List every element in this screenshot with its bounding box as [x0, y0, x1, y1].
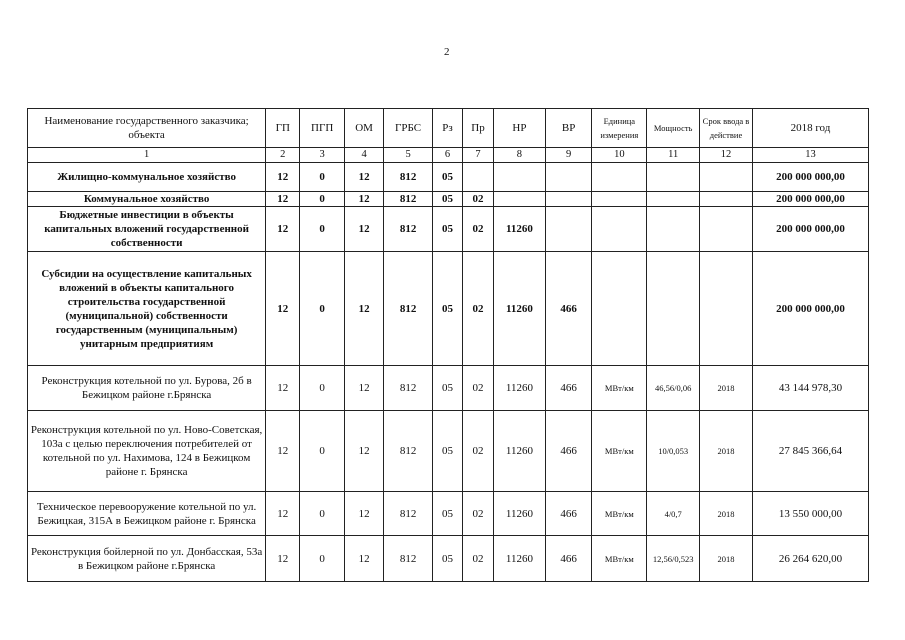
- cell-amount-2018: 200 000 000,00: [752, 207, 868, 252]
- cell-commissioning: [700, 252, 753, 366]
- cell-grbs: 812: [384, 192, 433, 207]
- header-nr: НР: [494, 109, 546, 148]
- cell-grbs: 812: [384, 536, 433, 582]
- cell-pr: [462, 163, 493, 192]
- column-number: 6: [432, 148, 462, 163]
- row-name: Субсидии на осуществление капитальных вложений в объекты капитального строительства государственной (муниципальной) собственности государственным (муниципальным) унитарным предприятиям: [28, 252, 266, 366]
- row-name: Реконструкция котельной по ул. Бурова, 2б в Бежицком районе г.Брянска: [28, 366, 266, 411]
- row-name: Техническое перевооружение котельной по ул. Бежицкая, 315А в Бежицком районе г. Брянска: [28, 492, 266, 536]
- cell-grbs: 812: [384, 411, 433, 492]
- cell-nr: 11260: [494, 536, 546, 582]
- cell-pgp: 0: [300, 163, 345, 192]
- cell-commissioning: 2018: [700, 411, 753, 492]
- cell-commissioning: [700, 192, 753, 207]
- cell-vr: 466: [545, 411, 592, 492]
- cell-pr: 02: [462, 411, 493, 492]
- cell-rz: 05: [432, 252, 462, 366]
- header-year-2018: 2018 год: [752, 109, 868, 148]
- cell-gp: 12: [266, 252, 300, 366]
- column-number: 2: [266, 148, 300, 163]
- cell-capacity: 12,56/0,523: [647, 536, 700, 582]
- cell-capacity: 46,56/0,06: [647, 366, 700, 411]
- column-number: 12: [700, 148, 753, 163]
- header-pr: Пр: [462, 109, 493, 148]
- cell-capacity: [647, 252, 700, 366]
- cell-om: 12: [344, 366, 383, 411]
- cell-commissioning: 2018: [700, 492, 753, 536]
- header-pgp: ПГП: [300, 109, 345, 148]
- header-name: Наименование государственного заказчика; объекта: [28, 109, 266, 148]
- cell-pr: 02: [462, 366, 493, 411]
- cell-gp: 12: [266, 411, 300, 492]
- cell-pgp: 0: [300, 252, 345, 366]
- cell-unit: [592, 163, 647, 192]
- cell-amount-2018: 27 845 366,64: [752, 411, 868, 492]
- cell-pgp: 0: [300, 492, 345, 536]
- cell-rz: 05: [432, 207, 462, 252]
- cell-rz: 05: [432, 163, 462, 192]
- cell-rz: 05: [432, 411, 462, 492]
- cell-capacity: 10/0,053: [647, 411, 700, 492]
- cell-nr: 11260: [494, 252, 546, 366]
- table-row: [28, 163, 869, 192]
- cell-vr: [545, 163, 592, 192]
- cell-grbs: 812: [384, 163, 433, 192]
- cell-amount-2018: 200 000 000,00: [752, 192, 868, 207]
- cell-grbs: 812: [384, 207, 433, 252]
- row-name: Реконструкция котельной по ул. Ново-Советская, 103а с целью переключения потребителей от котельной по ул. Нахимова, 124 в Бежицком районе г. Брянска: [28, 411, 266, 492]
- column-number: 10: [592, 148, 647, 163]
- cell-vr: 466: [545, 492, 592, 536]
- cell-unit: МВт/км: [592, 492, 647, 536]
- header-row: [28, 109, 869, 148]
- cell-pr: 02: [462, 252, 493, 366]
- cell-pgp: 0: [300, 366, 345, 411]
- cell-pgp: 0: [300, 411, 345, 492]
- cell-commissioning: [700, 163, 753, 192]
- column-number: 9: [545, 148, 592, 163]
- cell-om: 12: [344, 411, 383, 492]
- cell-rz: 05: [432, 536, 462, 582]
- cell-grbs: 812: [384, 492, 433, 536]
- header-commissioning: Срок ввода в действие: [700, 109, 753, 148]
- table-row: [28, 366, 869, 411]
- cell-pr: 02: [462, 207, 493, 252]
- column-number: 7: [462, 148, 493, 163]
- cell-vr: 466: [545, 536, 592, 582]
- header-vr: ВР: [545, 109, 592, 148]
- table-row: [28, 536, 869, 582]
- cell-gp: 12: [266, 492, 300, 536]
- cell-nr: 11260: [494, 207, 546, 252]
- header-unit: Единица измерения: [592, 109, 647, 148]
- cell-rz: 05: [432, 492, 462, 536]
- page-number: 2: [444, 46, 450, 58]
- column-number-row: [28, 148, 869, 163]
- cell-grbs: 812: [384, 366, 433, 411]
- row-name: Бюджетные инвестиции в объекты капитальных вложений государственной собственности: [28, 207, 266, 252]
- budget-table: [27, 108, 869, 582]
- cell-commissioning: 2018: [700, 536, 753, 582]
- cell-unit: МВт/км: [592, 536, 647, 582]
- cell-commissioning: [700, 207, 753, 252]
- column-number: 13: [752, 148, 868, 163]
- cell-nr: 11260: [494, 366, 546, 411]
- table-row: [28, 492, 869, 536]
- table-row: [28, 252, 869, 366]
- cell-vr: 466: [545, 366, 592, 411]
- cell-gp: 12: [266, 192, 300, 207]
- cell-nr: [494, 163, 546, 192]
- header-capacity: Мощность: [647, 109, 700, 148]
- cell-pr: 02: [462, 492, 493, 536]
- cell-unit: МВт/км: [592, 411, 647, 492]
- header-grbs: ГРБС: [384, 109, 433, 148]
- table-row: [28, 207, 869, 252]
- column-number: 3: [300, 148, 345, 163]
- cell-nr: [494, 192, 546, 207]
- cell-pgp: 0: [300, 536, 345, 582]
- table-row: [28, 411, 869, 492]
- cell-om: 12: [344, 207, 383, 252]
- column-number: 4: [344, 148, 383, 163]
- header-om: ОМ: [344, 109, 383, 148]
- cell-om: 12: [344, 163, 383, 192]
- cell-amount-2018: 13 550 000,00: [752, 492, 868, 536]
- cell-amount-2018: 200 000 000,00: [752, 252, 868, 366]
- row-name: Реконструкция бойлерной по ул. Донбасская, 53а в Бежицком районе г.Брянска: [28, 536, 266, 582]
- row-name: Коммунальное хозяйство: [28, 192, 266, 207]
- row-name: Жилищно-коммунальное хозяйство: [28, 163, 266, 192]
- table-row: [28, 192, 869, 207]
- header-gp: ГП: [266, 109, 300, 148]
- cell-gp: 12: [266, 366, 300, 411]
- cell-rz: 05: [432, 366, 462, 411]
- cell-amount-2018: 26 264 620,00: [752, 536, 868, 582]
- cell-pr: 02: [462, 536, 493, 582]
- cell-unit: [592, 192, 647, 207]
- cell-capacity: 4/0,7: [647, 492, 700, 536]
- cell-amount-2018: 200 000 000,00: [752, 163, 868, 192]
- cell-amount-2018: 43 144 978,30: [752, 366, 868, 411]
- cell-grbs: 812: [384, 252, 433, 366]
- cell-pgp: 0: [300, 192, 345, 207]
- cell-nr: 11260: [494, 492, 546, 536]
- cell-pr: 02: [462, 192, 493, 207]
- cell-vr: [545, 207, 592, 252]
- cell-pgp: 0: [300, 207, 345, 252]
- header-rz: Рз: [432, 109, 462, 148]
- cell-capacity: [647, 192, 700, 207]
- cell-om: 12: [344, 252, 383, 366]
- cell-gp: 12: [266, 207, 300, 252]
- cell-unit: [592, 252, 647, 366]
- cell-nr: 11260: [494, 411, 546, 492]
- cell-unit: МВт/км: [592, 366, 647, 411]
- cell-om: 12: [344, 192, 383, 207]
- cell-om: 12: [344, 536, 383, 582]
- cell-vr: [545, 192, 592, 207]
- column-number: 8: [494, 148, 546, 163]
- cell-rz: 05: [432, 192, 462, 207]
- cell-commissioning: 2018: [700, 366, 753, 411]
- column-number: 5: [384, 148, 433, 163]
- cell-vr: 466: [545, 252, 592, 366]
- cell-gp: 12: [266, 536, 300, 582]
- column-number: 11: [647, 148, 700, 163]
- column-number: 1: [28, 148, 266, 163]
- cell-om: 12: [344, 492, 383, 536]
- cell-capacity: [647, 163, 700, 192]
- cell-gp: 12: [266, 163, 300, 192]
- cell-capacity: [647, 207, 700, 252]
- cell-unit: [592, 207, 647, 252]
